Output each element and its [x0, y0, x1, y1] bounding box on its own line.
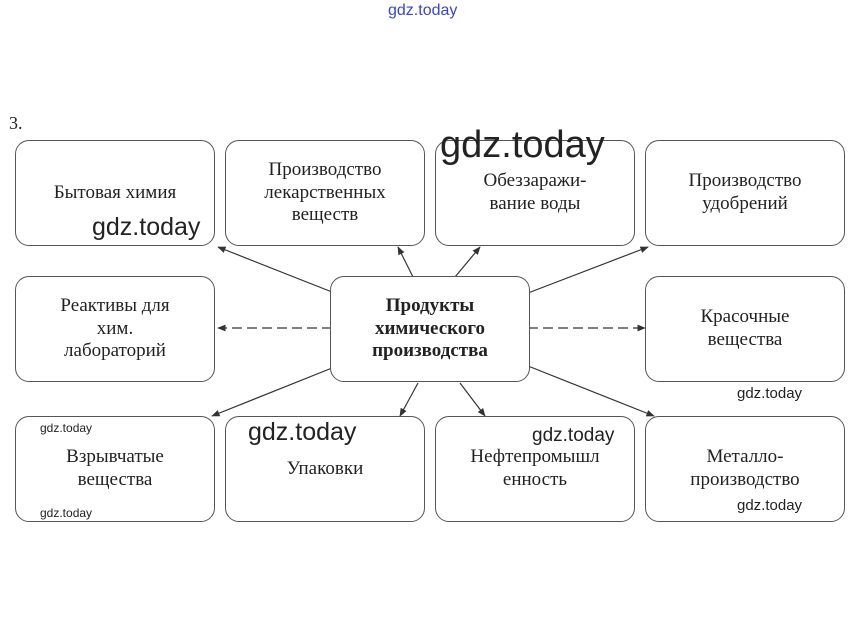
node-oil-industry-label: Нефтепромышл енность — [470, 446, 600, 490]
arrow-to-packaging — [400, 383, 418, 416]
node-dyes-label: Красочные вещества — [700, 306, 790, 350]
arrow-to-oil-industry — [460, 383, 485, 416]
task-number: 3. — [9, 113, 23, 133]
center-node — [330, 276, 530, 382]
watermark-explosives-bottom: gdz.today — [40, 506, 93, 520]
node-fertilizer-production-label: Производство удобрений — [688, 170, 802, 214]
center-node-label: Продукты химического производства — [372, 294, 488, 362]
node-water-disinfection-label: Обеззаражи- вание воды — [483, 170, 587, 214]
watermark-right-bottom: gdz.today — [737, 497, 803, 514]
watermark-oil-box: gdz.today — [532, 425, 615, 446]
arrow-to-household-chemistry — [218, 247, 332, 292]
watermark-top-left: gdz.today — [92, 213, 201, 241]
node-dyes — [645, 276, 845, 382]
arrow-to-drug-production — [398, 247, 413, 277]
node-drug-production — [225, 140, 425, 246]
arrow-to-water-disinfection — [455, 247, 480, 277]
watermark-bottom-center: gdz.today — [248, 418, 357, 446]
watermark-explosives-top: gdz.today — [40, 421, 93, 435]
arrow-to-metallurgy — [528, 366, 654, 416]
arrow-to-explosives — [212, 368, 332, 416]
node-metallurgy-label: Металло- производство — [690, 446, 800, 490]
header-watermark: gdz.today — [388, 2, 458, 19]
node-packaging-label: Упаковки — [286, 457, 364, 479]
node-drug-production-label: Производство лекарственных веществ — [264, 158, 386, 226]
node-lab-reagents-label: Реактивы для хим. лабораторий — [60, 294, 170, 362]
node-fertilizer-production — [645, 140, 845, 246]
watermark-large: gdz.today — [440, 124, 605, 166]
watermark-right-middle: gdz.today — [737, 385, 803, 402]
arrow-to-fertilizer-production — [528, 247, 648, 293]
node-explosives-label: Взрывчатые вещества — [66, 446, 164, 490]
node-lab-reagents — [15, 276, 215, 382]
node-household-chemistry-label: Бытовая химия — [53, 181, 177, 203]
